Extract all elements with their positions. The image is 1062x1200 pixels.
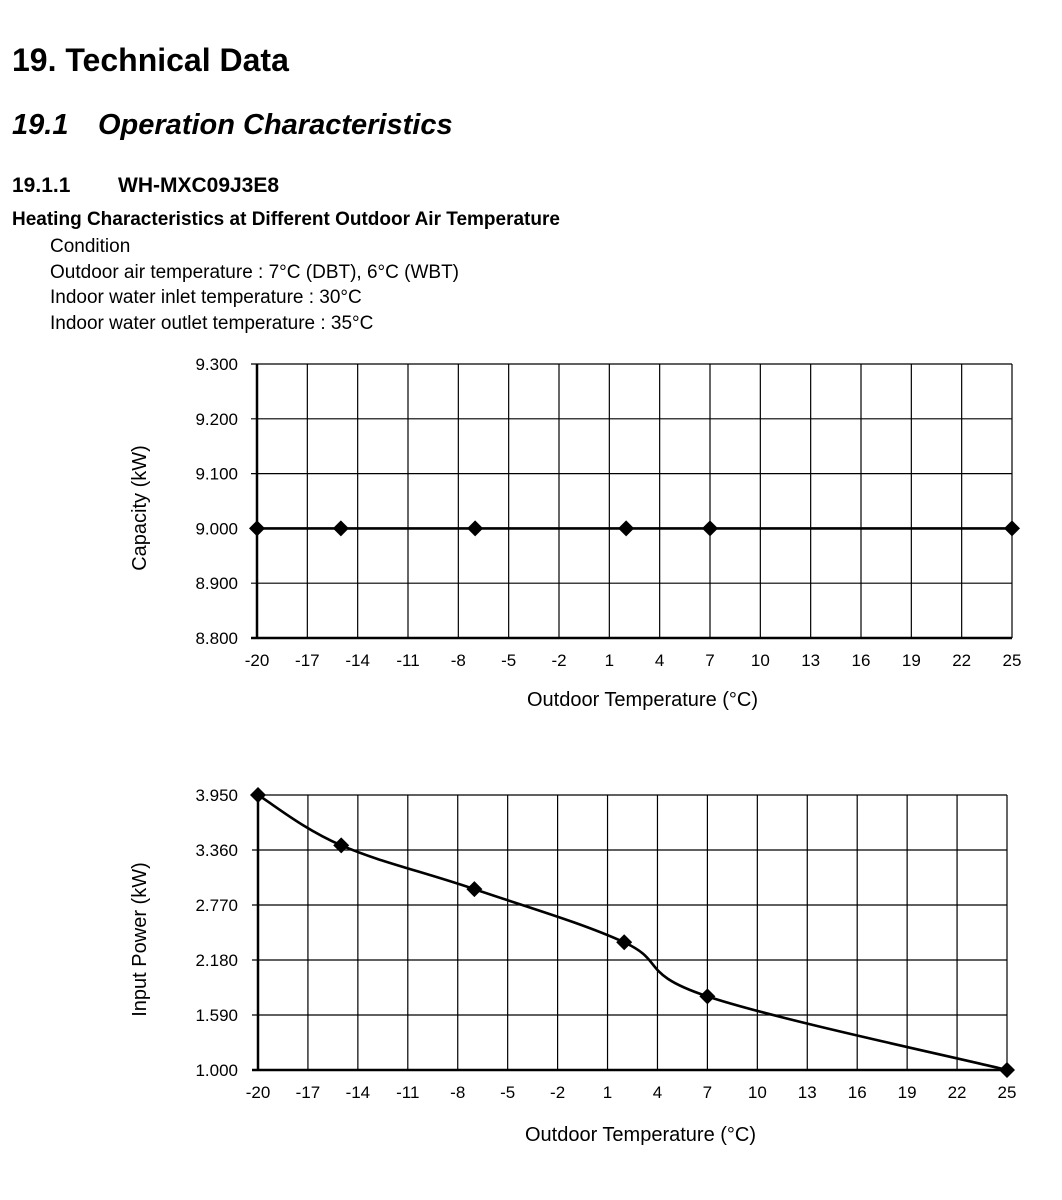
x-tick-label: -11 xyxy=(396,651,420,670)
data-point-marker xyxy=(702,520,718,536)
data-point-marker xyxy=(1004,520,1020,536)
data-point-marker xyxy=(467,520,483,536)
x-tick-label: 16 xyxy=(851,651,871,670)
x-tick-label: 19 xyxy=(897,1083,917,1102)
x-tick-label: -5 xyxy=(500,1083,516,1102)
y-tick-label: 3.360 xyxy=(195,841,238,860)
x-tick-label: -5 xyxy=(501,651,517,670)
data-point-marker xyxy=(699,988,715,1004)
x-tick-label: 13 xyxy=(801,651,821,670)
y-tick-label: 9.300 xyxy=(195,355,238,374)
x-tick-label: 22 xyxy=(947,1083,967,1102)
data-point-marker xyxy=(618,520,634,536)
x-tick-label: -17 xyxy=(295,1083,321,1102)
data-point-marker xyxy=(333,837,349,853)
x-tick-label: 4 xyxy=(654,651,665,670)
y-tick-label: 9.000 xyxy=(195,519,238,539)
y-tick-label: 2.180 xyxy=(195,951,238,970)
data-point-marker xyxy=(333,520,349,536)
x-tick-label: -17 xyxy=(295,651,320,670)
data-point-marker xyxy=(999,1062,1015,1078)
y-tick-label: 9.200 xyxy=(195,409,238,429)
condition-water-inlet: Indoor water inlet temperature : 30°C xyxy=(50,287,362,308)
data-point-marker xyxy=(249,520,265,536)
condition-water-outlet: Indoor water outlet temperature : 35°C xyxy=(50,312,374,334)
y-tick-label: 8.900 xyxy=(195,574,238,594)
x-tick-label: 19 xyxy=(901,651,921,670)
x-tick-label: 7 xyxy=(702,1083,713,1102)
x-tick-label: -8 xyxy=(450,651,466,670)
model-name: WH-MXC09J3E8 xyxy=(118,174,280,197)
data-point-marker xyxy=(616,934,632,950)
x-tick-label: 7 xyxy=(705,651,715,670)
x-tick-label: 4 xyxy=(652,1083,663,1102)
model-heading xyxy=(12,174,279,198)
x-tick-label: 25 xyxy=(1002,651,1022,670)
x-tick-label: -20 xyxy=(244,651,270,670)
x-tick-label: -11 xyxy=(396,1083,420,1102)
x-axis-label: Outdoor Temperature (°C) xyxy=(524,1124,757,1146)
y-tick-label: 2.770 xyxy=(195,896,238,915)
subsection-number: 19.1 xyxy=(12,109,69,141)
x-tick-label: -14 xyxy=(345,651,370,670)
x-tick-label: -2 xyxy=(551,651,567,670)
y-tick-label: 3.950 xyxy=(195,786,238,805)
condition-outdoor-air: Outdoor air temperature : 7°C (DBT), 6°C (WBT) xyxy=(50,261,460,283)
x-tick-label: 1 xyxy=(602,1083,613,1102)
y-tick-label: 1.590 xyxy=(195,1006,238,1025)
x-tick-label: -20 xyxy=(245,1083,271,1102)
input-power-chart xyxy=(0,770,1062,1160)
x-axis-label: Outdoor Temperature (°C) xyxy=(526,689,759,711)
data-point-marker xyxy=(250,787,266,803)
x-tick-label: 25 xyxy=(997,1083,1017,1102)
x-tick-label: 22 xyxy=(952,651,972,670)
x-tick-label: 10 xyxy=(750,651,770,670)
x-tick-label: 1 xyxy=(604,651,615,670)
x-tick-label: -14 xyxy=(345,1083,371,1102)
x-tick-label: -2 xyxy=(550,1083,566,1102)
data-point-marker xyxy=(466,881,482,897)
condition-label: Condition xyxy=(50,236,131,257)
chart-heading: Heating Characteristics at Different Outdoor Air Temperature xyxy=(12,209,560,230)
conditions-list xyxy=(50,234,459,336)
y-tick-label: 8.800 xyxy=(195,629,238,648)
section-title: 19. Technical Data xyxy=(12,42,289,78)
y-axis-label: Capacity (kW) xyxy=(129,445,151,571)
subsection-heading xyxy=(12,109,453,142)
capacity-chart xyxy=(0,340,1062,730)
x-tick-label: 16 xyxy=(847,1083,867,1102)
x-tick-label: 13 xyxy=(797,1083,817,1102)
series-line xyxy=(258,795,1007,1070)
subsection-title: Operation Characteristics xyxy=(98,109,453,141)
y-axis-label: Input Power (kW) xyxy=(129,862,151,1017)
y-tick-label: 1.000 xyxy=(195,1061,238,1080)
model-number: 19.1.1 xyxy=(12,174,71,197)
x-tick-label: 10 xyxy=(747,1083,767,1102)
x-tick-label: -8 xyxy=(450,1083,466,1102)
y-tick-label: 9.100 xyxy=(195,464,238,484)
